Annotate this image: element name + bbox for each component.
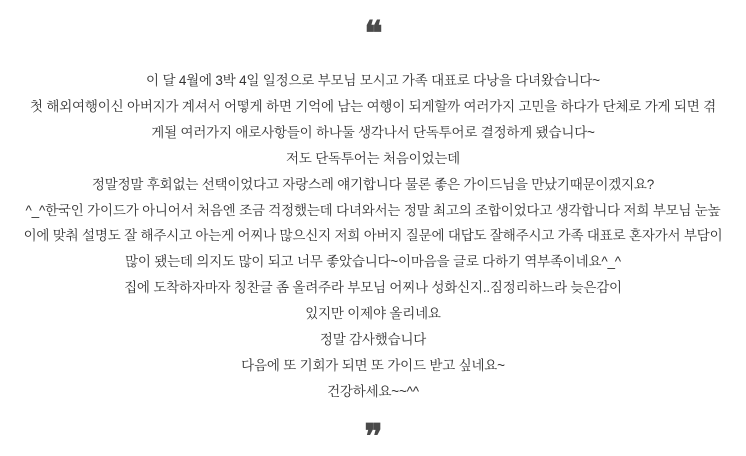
testimonial-line: 다음에 또 기회가 되면 또 가이드 받고 싶네요~ — [241, 357, 505, 373]
testimonial-line: 많이 됐는데 의지도 많이 되고 너무 좋았습니다~이마음을 글로 다하기 역부족이네요^_^ — [125, 254, 621, 270]
testimonial-line: 저도 단독투어는 처음이었는데 — [285, 150, 461, 166]
testimonial-line: ^_^한국인 가이드가 아니어서 처음엔 조금 걱정했는데 다녀와서는 정말 최고의 조합이었다고 생각합니다 저희 부모님 눈높 — [25, 202, 721, 218]
testimonial-line: 게될 여러가지 애로사항들이 하나둘 생각나서 단독투어로 결정하게 됐습니다~ — [151, 124, 595, 140]
testimonial-line: 정말정말 후회없는 선택이었다고 자랑스레 얘기합니다 물론 좋은 가이드님을 만났기때문이겠지요? — [91, 176, 655, 192]
quote-open-icon: ❝ — [364, 16, 382, 53]
testimonial-line: 집에 도착하자마자 칭찬글 좀 올려주라 부모님 어찌나 성화신지..짐정리하느라 늦은감이 — [124, 280, 622, 296]
testimonial-body — [18, 68, 728, 405]
testimonial-line: 이에 맞춰 설명도 잘 해주시고 아는게 어찌나 많으신지 저희 아버지 질문에 대답도 잘해주시고 가족 대표로 혼자가서 부담이 — [23, 228, 723, 244]
quote-close-icon: ❞ — [364, 418, 382, 456]
testimonial-line: 건강하세요~~^^ — [327, 383, 419, 399]
testimonial-line: 이 달 4월에 3박 4일 일정으로 부모님 모시고 가족 대표로 다낭을 다녀왔습니다~ — [146, 73, 600, 88]
testimonial-line: 정말 감사했습니다 — [319, 332, 427, 348]
testimonial-line: 첫 해외여행이신 아버지가 계셔서 어떻게 하면 기억에 남는 여행이 되게할까 여러가지 고민을 하다가 단체로 가게 되면 겪 — [29, 98, 717, 114]
testimonial-line: 있지만 이제야 올리네요 — [305, 306, 441, 322]
